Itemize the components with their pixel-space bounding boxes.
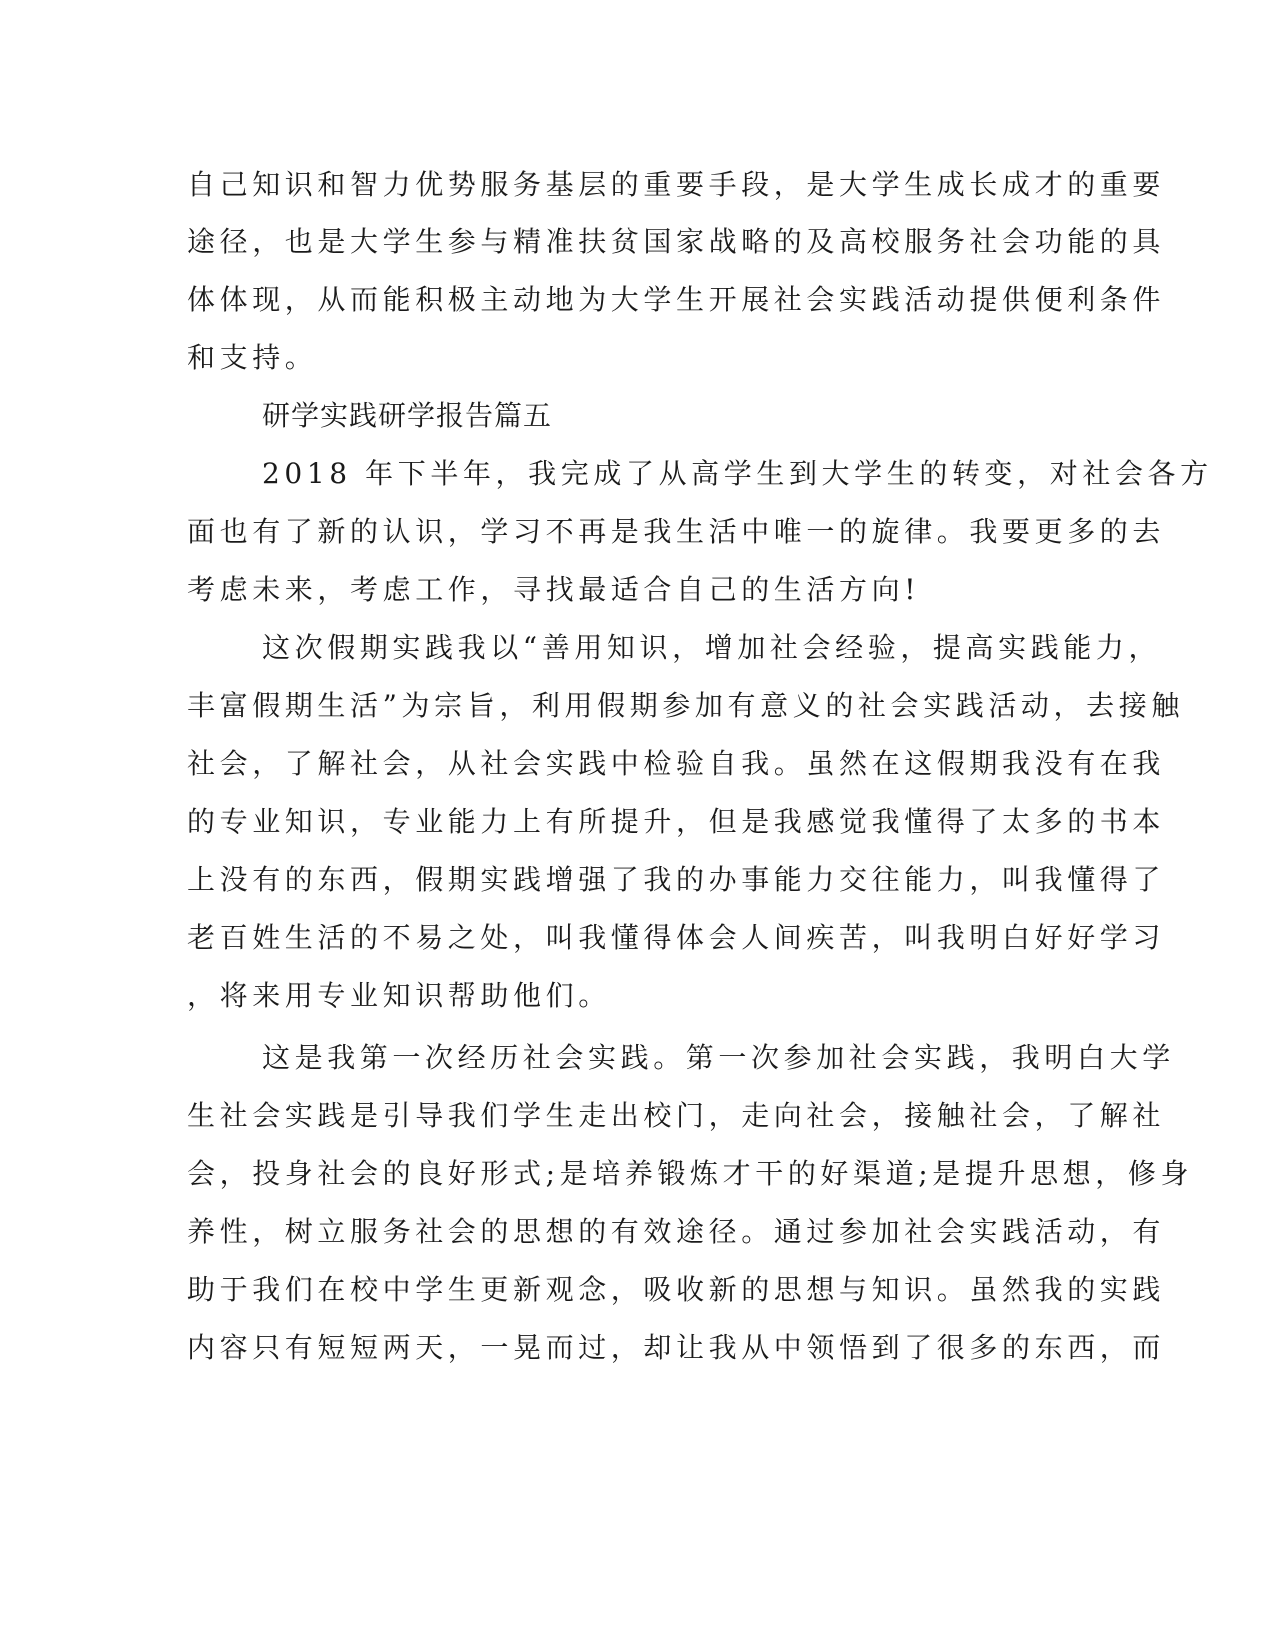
- body-line: 助于我们在校中学生更新观念，吸收新的思想与知识。虽然我的实践: [187, 1273, 1166, 1306]
- body-line: 丰富假期生活”为宗旨，利用假期参加有意义的社会实践活动，去接触: [187, 689, 1184, 722]
- body-line: ，将来用专业知识帮助他们。: [187, 979, 611, 1012]
- section-heading: 研学实践研学报告篇五: [262, 399, 553, 432]
- body-line: 考虑未来，考虑工作，寻找最适合自己的生活方向!: [187, 573, 921, 606]
- body-line: 社会，了解社会，从社会实践中检验自我。虽然在这假期我没有在我: [187, 747, 1166, 780]
- body-line: 会，投身社会的良好形式;是培养锻炼才干的好渠道;是提升思想，修身: [187, 1157, 1194, 1190]
- body-line: 的专业知识，专业能力上有所提升，但是我感觉我懂得了太多的书本: [187, 805, 1166, 838]
- body-line: 和支持。: [187, 341, 318, 374]
- body-line: 养性，树立服务社会的思想的有效途径。通过参加社会实践活动，有: [187, 1215, 1166, 1248]
- body-line: 内容只有短短两天，一晃而过，却让我从中领悟到了很多的东西，而: [187, 1331, 1166, 1364]
- body-line: 自己知识和智力优势服务基层的重要手段，是大学生成长成才的重要: [187, 168, 1166, 201]
- body-line: 生社会实践是引导我们学生走出校门，走向社会，接触社会，了解社: [187, 1099, 1166, 1132]
- body-line: 体体现，从而能积极主动地为大学生开展社会实践活动提供便利条件: [187, 283, 1166, 316]
- body-line: 这次假期实践我以“善用知识，增加社会经验，提高实践能力，: [262, 631, 1162, 664]
- body-line: 这是我第一次经历社会实践。第一次参加社会实践，我明白大学: [262, 1041, 1175, 1074]
- body-line: 老百姓生活的不易之处，叫我懂得体会人间疾苦，叫我明白好好学习: [187, 921, 1166, 954]
- body-line: 2018 年下半年，我完成了从高学生到大学生的转变，对社会各方: [262, 457, 1213, 490]
- body-line: 途径，也是大学生参与精准扶贫国家战略的及高校服务社会功能的具: [187, 225, 1166, 258]
- body-line: 上没有的东西，假期实践增强了我的办事能力交往能力，叫我懂得了: [187, 863, 1166, 896]
- body-line: 面也有了新的认识，学习不再是我生活中唯一的旋律。我要更多的去: [187, 515, 1166, 548]
